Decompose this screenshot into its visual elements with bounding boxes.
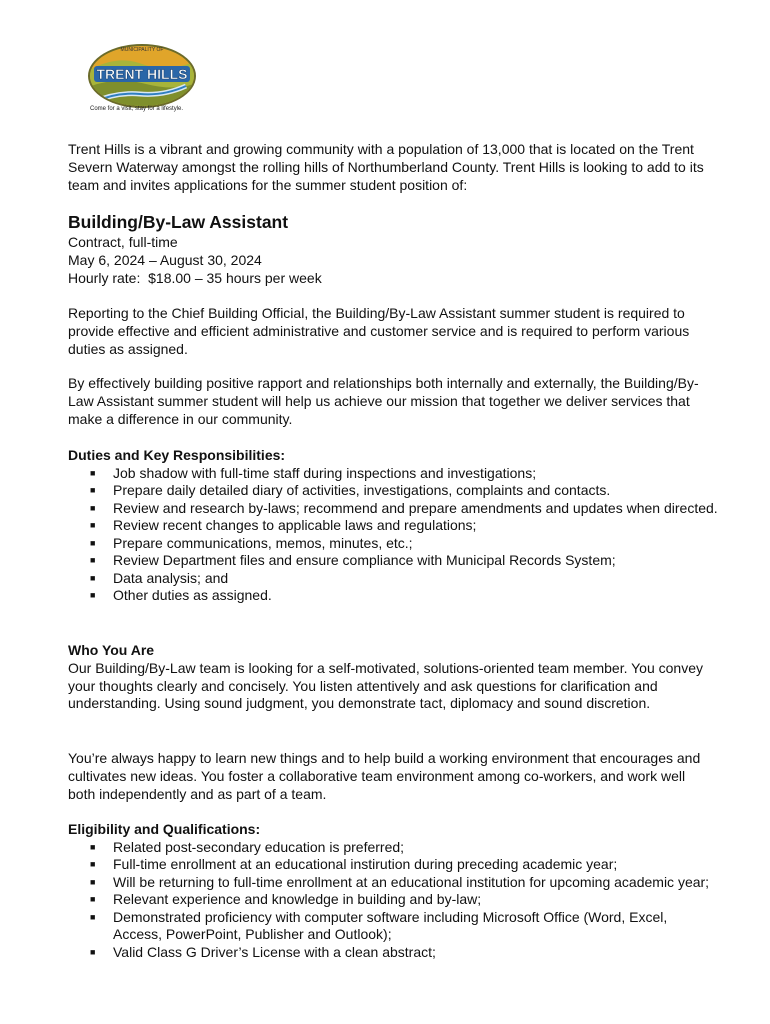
- bullet-icon: ■: [90, 572, 96, 583]
- bullet-icon: ■: [90, 946, 96, 957]
- bullet-icon: ■: [90, 537, 96, 548]
- bullet-icon: ■: [90, 555, 96, 566]
- bullet-icon: ■: [90, 911, 96, 922]
- intro-paragraph: Trent Hills is a vibrant and growing community with a population of 13,000 that is located on the Trent Severn Waterway amongst the rolling hills of Northumberland County. Trent Hills is looking to add to its team and invites applications for the summer student position of:: [68, 141, 704, 193]
- list-item: ■ Other duties as assigned.: [90, 587, 272, 604]
- list-item: ■ Prepare daily detailed diary of activities, investigations, complaints and contacts.: [90, 482, 611, 499]
- environment-paragraph: You’re always happy to learn new things and to help build a working environment that encourages and cultivates new ideas. You foster a collaborative team environment among co-workers, and work well both independently and as part of a team.: [68, 750, 701, 802]
- duties-section: [68, 447, 718, 605]
- position-dates: May 6, 2024 – August 30, 2024: [68, 251, 262, 268]
- list-item: ■ Demonstrated proficiency with computer software including Microsoft Office (Word, Excel, Access, PowerPoint, Publisher and Outlook);: [90, 908, 668, 943]
- list-item: ■ Prepare communications, memos, minutes, etc.;: [90, 534, 413, 551]
- mission-paragraph: By effectively building positive rapport and relationships both internally and externally, the Building/By-Law Assistant summer student will help us achieve our mission that together we deliver services that make a difference in our community.: [68, 375, 699, 427]
- logo-tagline: Come for a visit, stay for a lifestyle.: [90, 106, 184, 112]
- who-text: Our Building/By-Law team is looking for a self-motivated, solutions-oriented team member. You convey your thoughts clearly and concisely. You listen attentively and ask questions for clarification and understanding. Using sound judgment, you demonstrate tact, diplomacy and sound discretion.: [68, 659, 703, 712]
- bullet-icon: ■: [90, 485, 96, 496]
- who-you-are-section: [68, 642, 708, 713]
- logo-name-text: TRENT HILLS: [96, 66, 188, 82]
- bullet-icon: ■: [90, 502, 96, 513]
- bullet-icon: ■: [90, 894, 96, 905]
- eligibility-heading: Eligibility and Qualifications:: [68, 821, 261, 837]
- list-item: ■ Related post-secondary education is preferred;: [90, 838, 405, 855]
- list-item: ■ Review and research by-laws; recommend and prepare amendments and updates when directed.: [90, 499, 718, 516]
- list-item: ■ Full-time enrollment at an educational instirution during preceding academic year;: [90, 856, 618, 873]
- eligibility-section: [68, 821, 718, 961]
- list-item: ■ Data analysis; and: [90, 569, 229, 586]
- duties-heading: Duties and Key Responsibilities:: [68, 447, 286, 463]
- trent-hills-logo: [86, 42, 198, 116]
- position-details: [68, 234, 322, 287]
- list-item: ■ Job shadow with full-time staff during inspections and investigations;: [90, 464, 537, 481]
- bullet-icon: ■: [90, 590, 96, 601]
- logo-arc-text: MUNICIPALITY OF: [120, 47, 164, 53]
- list-item: ■ Will be returning to full-time enrollment at an educational institution for upcoming academic year;: [90, 873, 710, 890]
- position-title: Building/By-Law Assistant: [68, 212, 289, 232]
- bullet-icon: ■: [90, 841, 96, 852]
- list-item: ■ Review recent changes to applicable laws and regulations;: [90, 517, 477, 534]
- who-heading: Who You Are: [68, 642, 155, 658]
- bullet-icon: ■: [90, 859, 96, 870]
- list-item: ■ Valid Class G Driver’s License with a clean abstract;: [90, 943, 436, 960]
- reporting-paragraph: Reporting to the Chief Building Official, the Building/By-Law Assistant summer student is required to provide effective and efficient administrative and customer service and is required to perform various duties as assigned.: [68, 305, 690, 357]
- duties-list: [68, 465, 718, 605]
- eligibility-list: [68, 839, 718, 962]
- contract-type: Contract, full-time: [68, 234, 178, 250]
- bullet-icon: ■: [90, 520, 96, 531]
- bullet-icon: ■: [90, 467, 96, 478]
- hourly-rate: Hourly rate: $18.00 – 35 hours per week: [68, 269, 322, 286]
- list-item: ■ Review Department files and ensure compliance with Municipal Records System;: [90, 552, 616, 569]
- list-item: ■ Relevant experience and knowledge in building and by-law;: [90, 891, 482, 908]
- bullet-icon: ■: [90, 876, 96, 887]
